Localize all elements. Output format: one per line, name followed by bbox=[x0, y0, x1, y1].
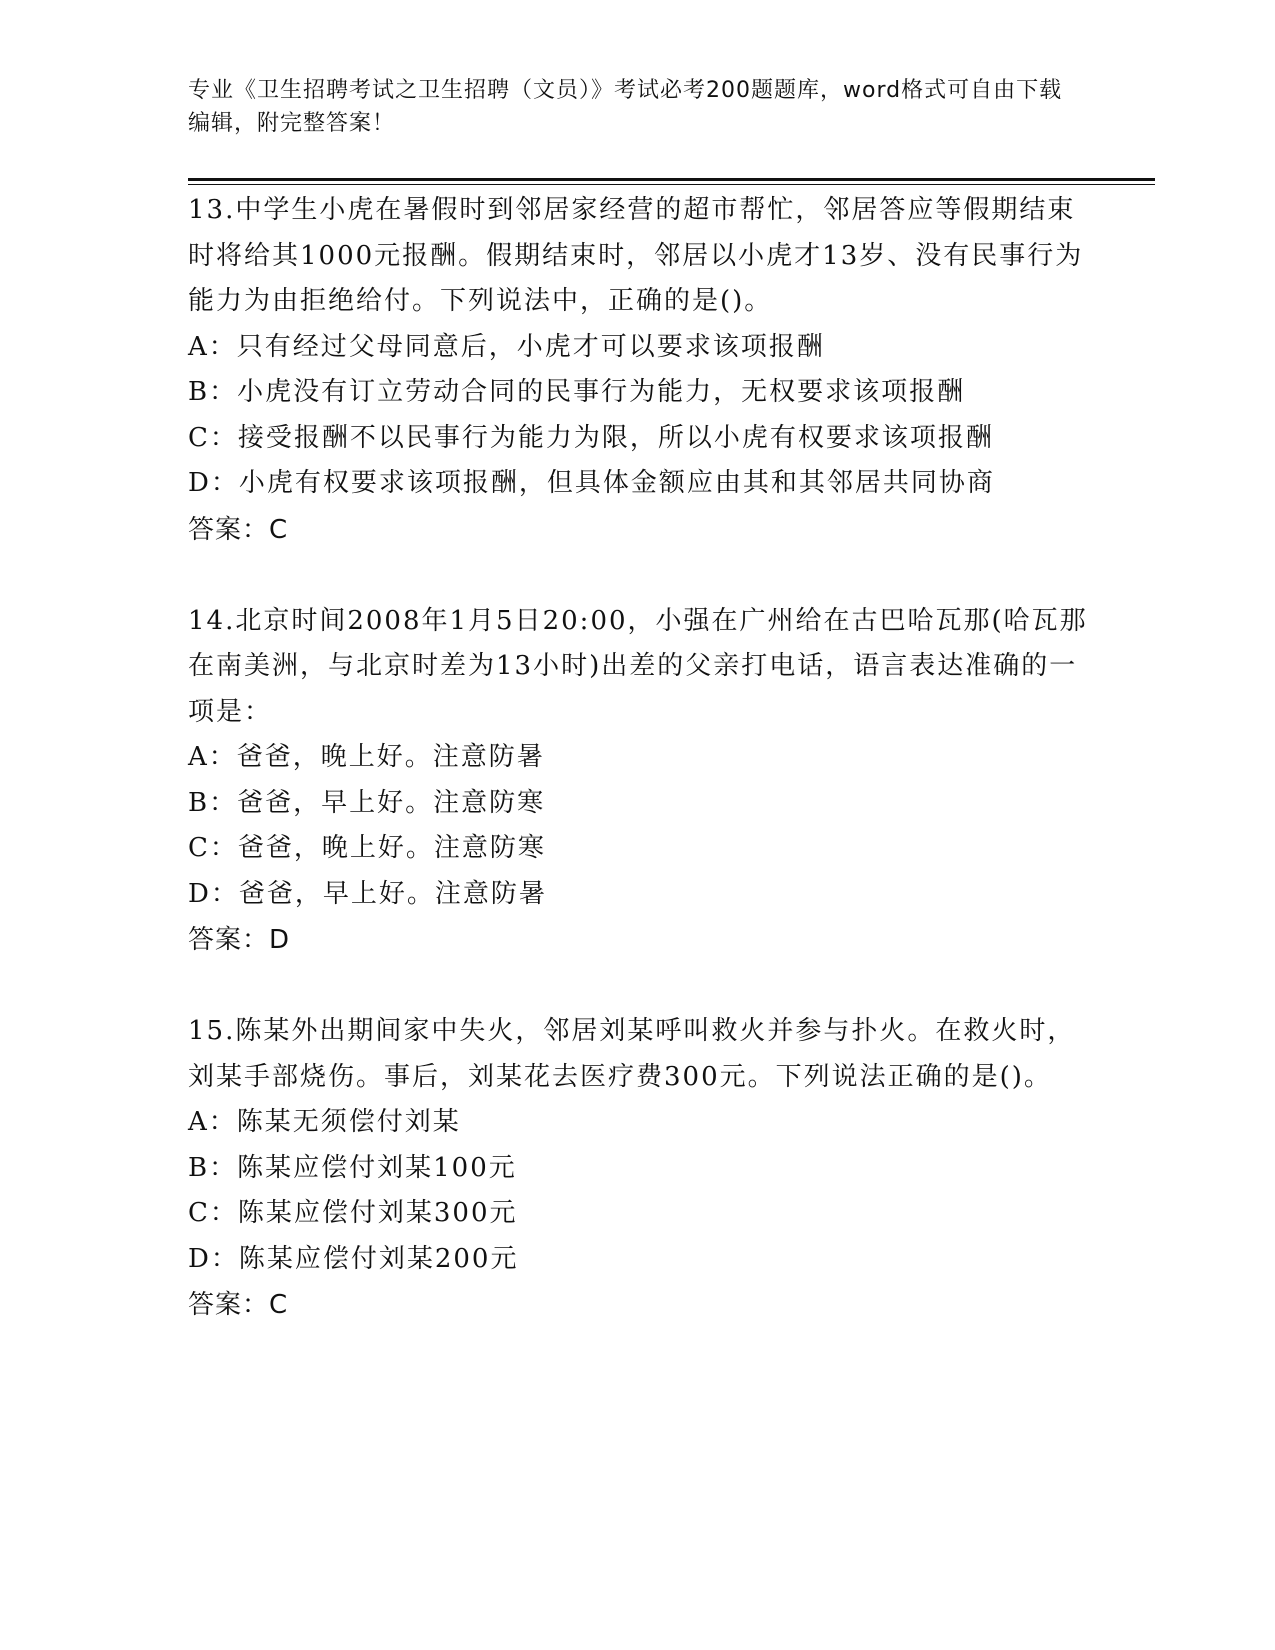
option-b: B：爸爸，早上好。注意防寒 bbox=[188, 787, 546, 818]
document-intro: 专业《卫生招聘考试之卫生招聘（文员）》考试必考200题题库，word格式可自由下载编辑，附完整答案！ bbox=[188, 78, 1063, 136]
question-text: 15.陈某外出期间家中失火，邻居刘某呼叫救火并参与扑火。在救火时，刘某手部烧伤。事后，刘某花去医疗费300元。下列说法正确的是()。 bbox=[188, 1016, 1076, 1092]
option-a: A：陈某无须偿付刘某 bbox=[188, 1107, 461, 1137]
answer-value: D bbox=[269, 925, 290, 955]
answer-line bbox=[188, 917, 1088, 963]
question-text: 14.北京时间2008年1月5日20:00，小强在广州给在古巴哈瓦那(哈瓦那在南美洲，与北京时差为13小时)出差的父亲打电话，语言表达准确的一项是： bbox=[188, 605, 1088, 727]
header-rule-thin bbox=[188, 184, 1155, 185]
answer-label: 答案： bbox=[188, 514, 270, 545]
option-d: D：陈某应偿付刘某200元 bbox=[188, 1243, 519, 1274]
question-15 bbox=[188, 1009, 1088, 1328]
answer-value: C bbox=[269, 514, 288, 545]
answer-label: 答案： bbox=[188, 925, 270, 955]
question-14 bbox=[188, 599, 1088, 964]
option-c: C：爸爸，晚上好。注意防寒 bbox=[188, 833, 546, 863]
answer-line bbox=[188, 507, 1088, 553]
option-c: C：接受报酬不以民事行为能力为限，所以小虎有权要求该项报酬 bbox=[188, 422, 994, 453]
answer-label: 答案： bbox=[188, 1290, 270, 1320]
answer-line bbox=[188, 1282, 1088, 1328]
option-c: C：陈某应偿付刘某300元 bbox=[188, 1198, 518, 1228]
option-a: A：只有经过父母同意后，小虎才可以要求该项报酬 bbox=[188, 331, 825, 362]
answer-value: C bbox=[269, 1290, 288, 1320]
question-13 bbox=[188, 188, 1088, 553]
question-text: 13.中学生小虎在暑假时到邻居家经营的超市帮忙，邻居答应等假期结束时将给其1000元报酬。假期结束时，邻居以小虎才13岁、没有民事行为能力为由拒绝给付。下列说法中，正确的是()。 bbox=[188, 195, 1084, 316]
option-a: A：爸爸，晚上好。注意防暑 bbox=[188, 742, 545, 772]
option-b: B：小虎没有订立劳动合同的民事行为能力，无权要求该项报酬 bbox=[188, 377, 966, 407]
option-d: D：小虎有权要求该项报酬，但具体金额应由其和其邻居共同协商 bbox=[188, 468, 995, 498]
option-d: D：爸爸，早上好。注意防暑 bbox=[188, 878, 547, 909]
question-list bbox=[188, 188, 1088, 1374]
header-rule-thick bbox=[188, 178, 1155, 181]
option-b: B：陈某应偿付刘某100元 bbox=[188, 1152, 517, 1183]
